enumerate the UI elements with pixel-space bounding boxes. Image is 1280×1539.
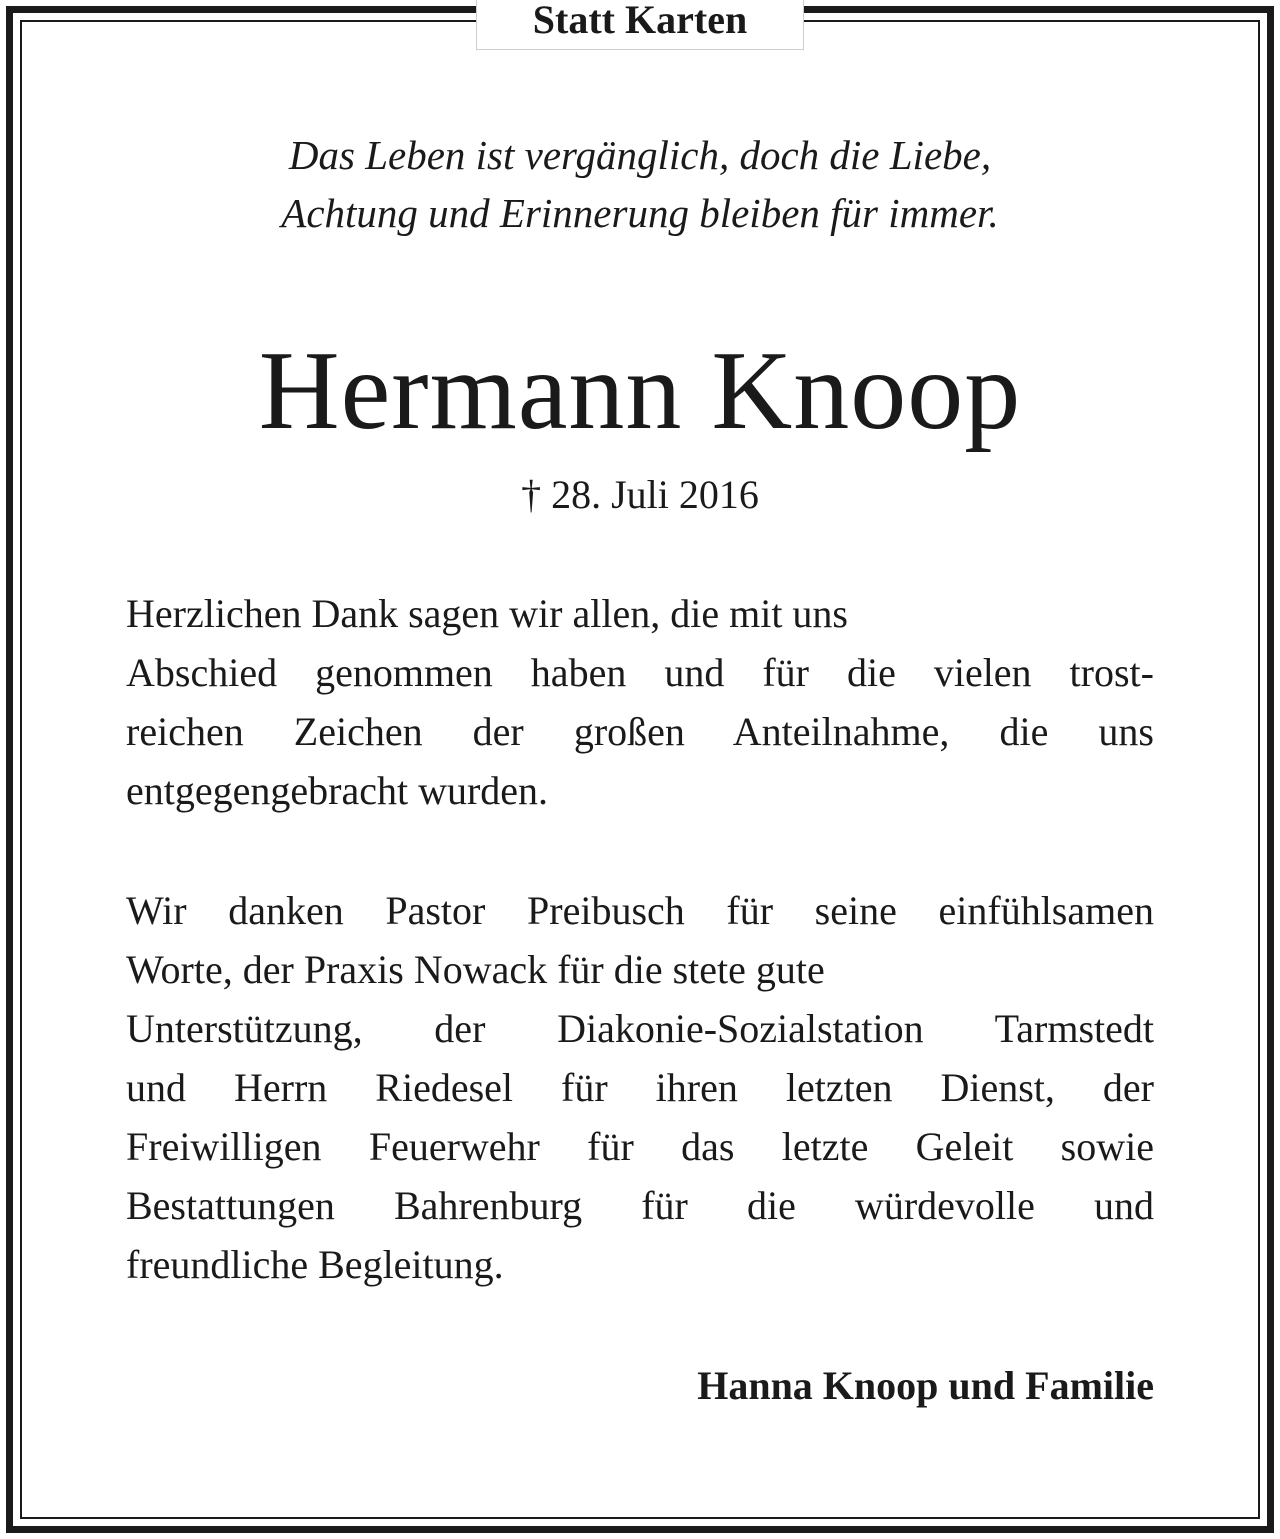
death-date: † 28. Juli 2016 xyxy=(521,472,759,517)
thanks-paragraph-1 xyxy=(126,584,1154,820)
paragraph-line: und Herrn Riedesel für ihren letzten Dienst, der xyxy=(126,1065,1154,1110)
paragraph-line: freundliche Begleitung. xyxy=(126,1242,504,1287)
header-label: Statt Karten xyxy=(476,0,804,50)
paragraph-line: Herzlichen Dank sagen wir allen, die mit uns xyxy=(126,591,848,636)
signature: Hanna Knoop und Familie xyxy=(697,1363,1154,1408)
paragraph-line: Abschied genommen haben und für die vielen trost- xyxy=(126,650,1154,695)
paragraph-line: Bestattungen Bahrenburg für die würdevolle und xyxy=(126,1183,1154,1228)
motto-line-1: Das Leben ist vergänglich, doch die Liebe, xyxy=(288,132,992,178)
thanks-paragraph-2 xyxy=(126,881,1154,1294)
paragraph-line: Unterstützung, der Diakonie-Sozialstation Tarmstedt xyxy=(126,1006,1154,1051)
paragraph-line: Worte, der Praxis Nowack für die stete gute xyxy=(126,947,825,992)
paragraph-line: reichen Zeichen der großen Anteilnahme, die uns xyxy=(126,709,1154,754)
paragraph-line: entgegengebracht wurden. xyxy=(126,768,549,813)
deceased-name: Hermann Knoop xyxy=(258,329,1022,453)
paragraph-line: Wir danken Pastor Preibusch für seine einfühlsamen xyxy=(126,888,1154,933)
paragraph-line: Freiwilligen Feuerwehr für das letzte Geleit sowie xyxy=(126,1124,1154,1169)
motto-line-2: Achtung und Erinnerung bleiben für immer. xyxy=(281,190,999,236)
motto xyxy=(0,126,1280,242)
